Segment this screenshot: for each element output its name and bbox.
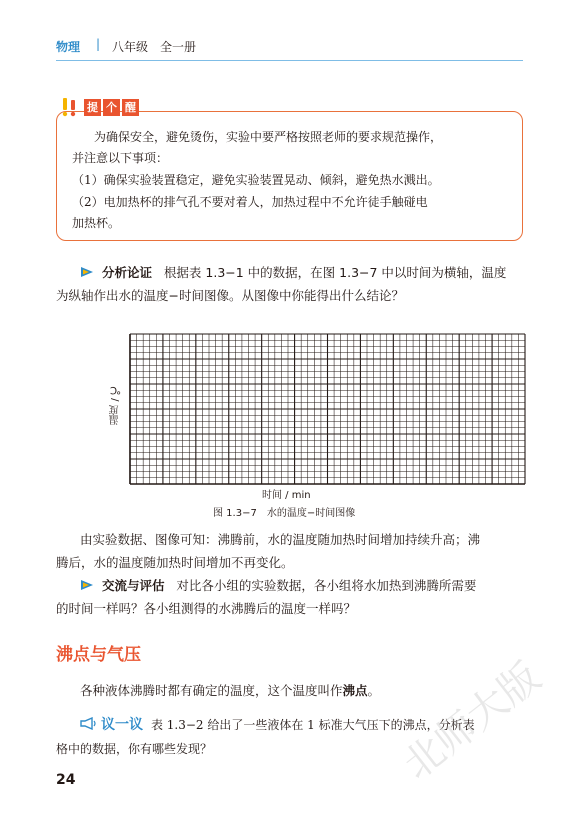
discuss-text: 表 1.3−2 给出了一些液体在 1 标准大气压下的沸点，分析表 [150,718,475,732]
definition-end: 。 [367,683,381,698]
publisher-watermark: 北师大版 [394,653,550,789]
page-number: 24 [56,772,76,788]
discuss-label: 议一议 [101,717,143,733]
header-book: 八年级 全一册 [112,40,197,54]
exchange-text: 对比各小组的实验数据，各小组将水加热到沸腾所需要 [176,578,477,593]
play-tag-icon [80,266,94,278]
exclamation-icon [60,96,82,118]
exchange-line-2: 的时间一样吗？各小组测得的水沸腾后的温度一样吗？ [56,601,357,616]
tip-line: 并注意以下事项： [72,151,169,165]
tip-line: 加热杯。 [72,216,121,230]
graph-paper [80,328,540,510]
tip-char: 醒 [122,99,139,116]
analysis-label: 分析论证 [101,265,152,280]
megaphone-icon [80,717,98,730]
graph-x-label: 时间 / min [262,490,311,501]
definition-line [80,680,380,702]
play-tag-icon [80,579,94,591]
analysis-text: 根据表 1.3−1 中的数据，在图 1.3−7 中以时间为横轴，温度 [163,265,507,280]
tip-line: 为确保安全，避免烫伤，实验中要严格按照老师的要求规范操作， [94,130,443,144]
analysis-line-2: 为纵轴作出水的温度−时间图像。从图像中你能得出什么结论？ [56,288,404,303]
exchange-line-1 [80,575,476,597]
definition-text: 各种液体沸腾时都有确定的温度，这个温度叫作 [80,683,343,698]
tip-line: （1）确保实验装置稳定，避免实验装置晃动、倾斜，避免热水溅出。 [72,173,440,187]
section-title: 沸点与气压 [56,645,141,665]
conclusion-line-1: 由实验数据、图像可知：沸腾前，水的温度随加热时间增加持续升高；沸 [80,532,481,547]
header-subject: 物理 [56,40,81,54]
tip-badge [60,96,139,118]
graph-y-label: 温度 / ℃ [110,384,121,425]
analysis-line-1 [80,262,506,284]
exchange-label: 交流与评估 [101,578,165,593]
tip-line: （2）电加热杯的排气孔不要对着人，加热过程中不允许徒手触碰电 [72,195,428,209]
conclusion-line-2: 腾后，水的温度随加热时间增加不再变化。 [56,555,294,570]
tip-char: 提 [84,99,101,116]
discuss-line-2: 格中的数据，你有哪些发现？ [56,742,213,756]
figure-caption: 图 1.3−7 水的温度−时间图像 [213,508,356,519]
definition-term: 沸点 [342,683,368,698]
tip-char: 个 [103,99,120,116]
header-separator: | [96,37,101,51]
header-divider [56,60,523,61]
